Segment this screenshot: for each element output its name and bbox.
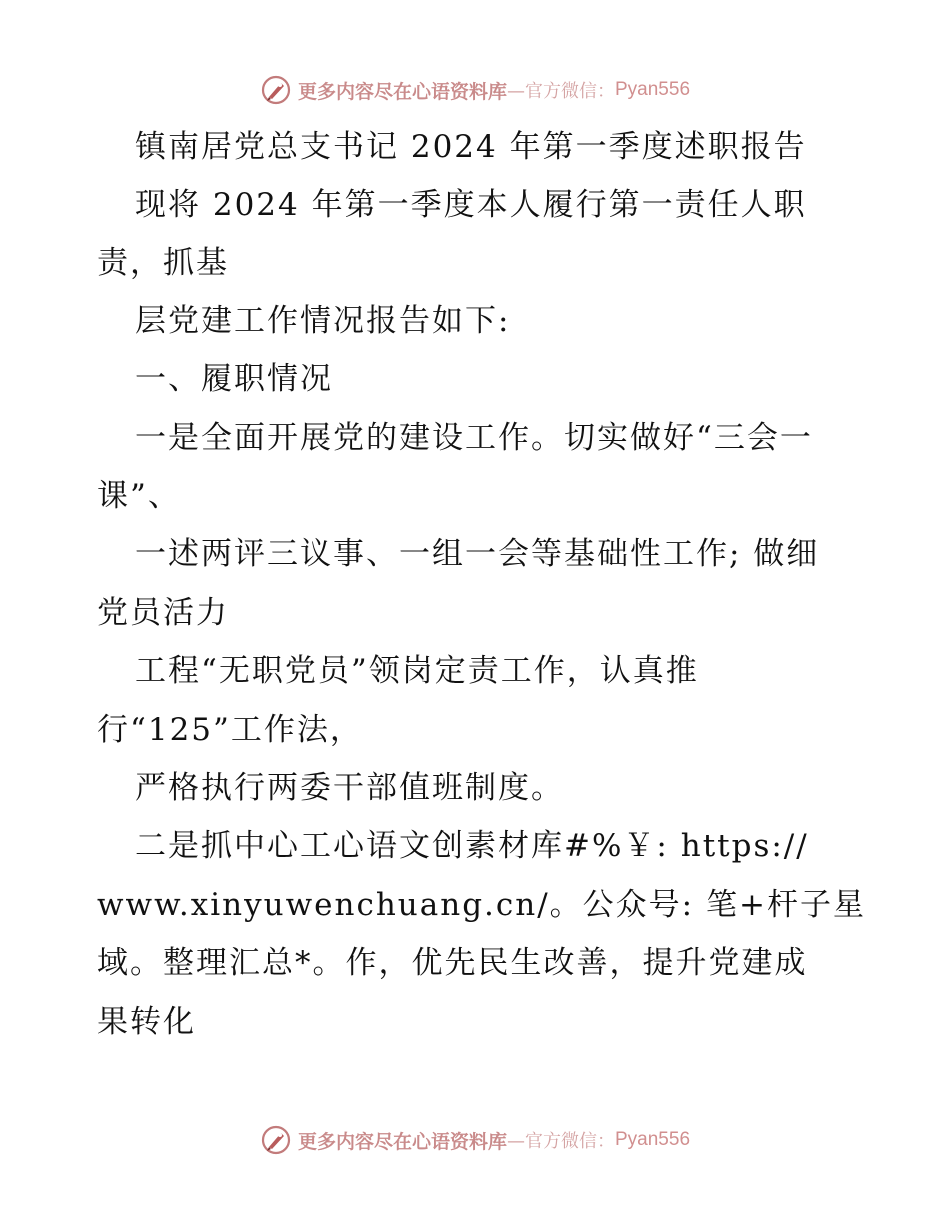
section-heading: 一、履职情况: [135, 361, 333, 397]
paragraph-line: 域。整理汇总*。作，优先民生改善，提升党建成: [97, 945, 808, 981]
paragraph-line: 严格执行两委干部值班制度。: [135, 770, 564, 806]
paragraph-line: 工程“无职党员”领岗定责工作，认真推: [135, 653, 699, 689]
paragraph-line: 现将 2024 年第一季度本人履行第一责任人职: [135, 187, 807, 223]
paragraph-line: 二是抓中心工心语文创素材库#%￥: https://: [135, 828, 809, 864]
watermark-main-text: 更多内容尽在心语资料库: [297, 1130, 507, 1153]
watermark-handle: Pyan556: [615, 79, 691, 100]
document-title: 镇南居党总支书记 2024 年第一季度述职报告: [135, 129, 807, 165]
paragraph-line: 果转化: [97, 1004, 196, 1040]
paragraph-line: 党员活力: [97, 595, 229, 631]
watermark-main-text: 更多内容尽在心语资料库: [297, 80, 507, 103]
quill-logo-icon: [260, 74, 292, 106]
footer-watermark: [0, 1120, 950, 1160]
paragraph-line: 一述两评三议事、一组一会等基础性工作; 做细: [135, 536, 820, 572]
paragraph-line: www.xinyuwenchuang.cn/。公众号: 笔+杆子星: [97, 887, 866, 923]
quill-logo-icon: [260, 1124, 292, 1156]
header-watermark: [0, 70, 950, 110]
paragraph-line: 课”、: [97, 478, 181, 514]
paragraph-line: 层党建工作情况报告如下:: [135, 303, 511, 339]
paragraph-line: 责，抓基: [97, 245, 229, 281]
watermark-sub-text: —官方微信：: [507, 81, 615, 102]
watermark-handle: Pyan556: [615, 1129, 691, 1150]
watermark-sub-text: —官方微信：: [507, 1131, 615, 1152]
paragraph-line: 行“125”工作法，: [97, 712, 363, 748]
paragraph-line: 一是全面开展党的建设工作。切实做好“三会一: [135, 420, 813, 456]
